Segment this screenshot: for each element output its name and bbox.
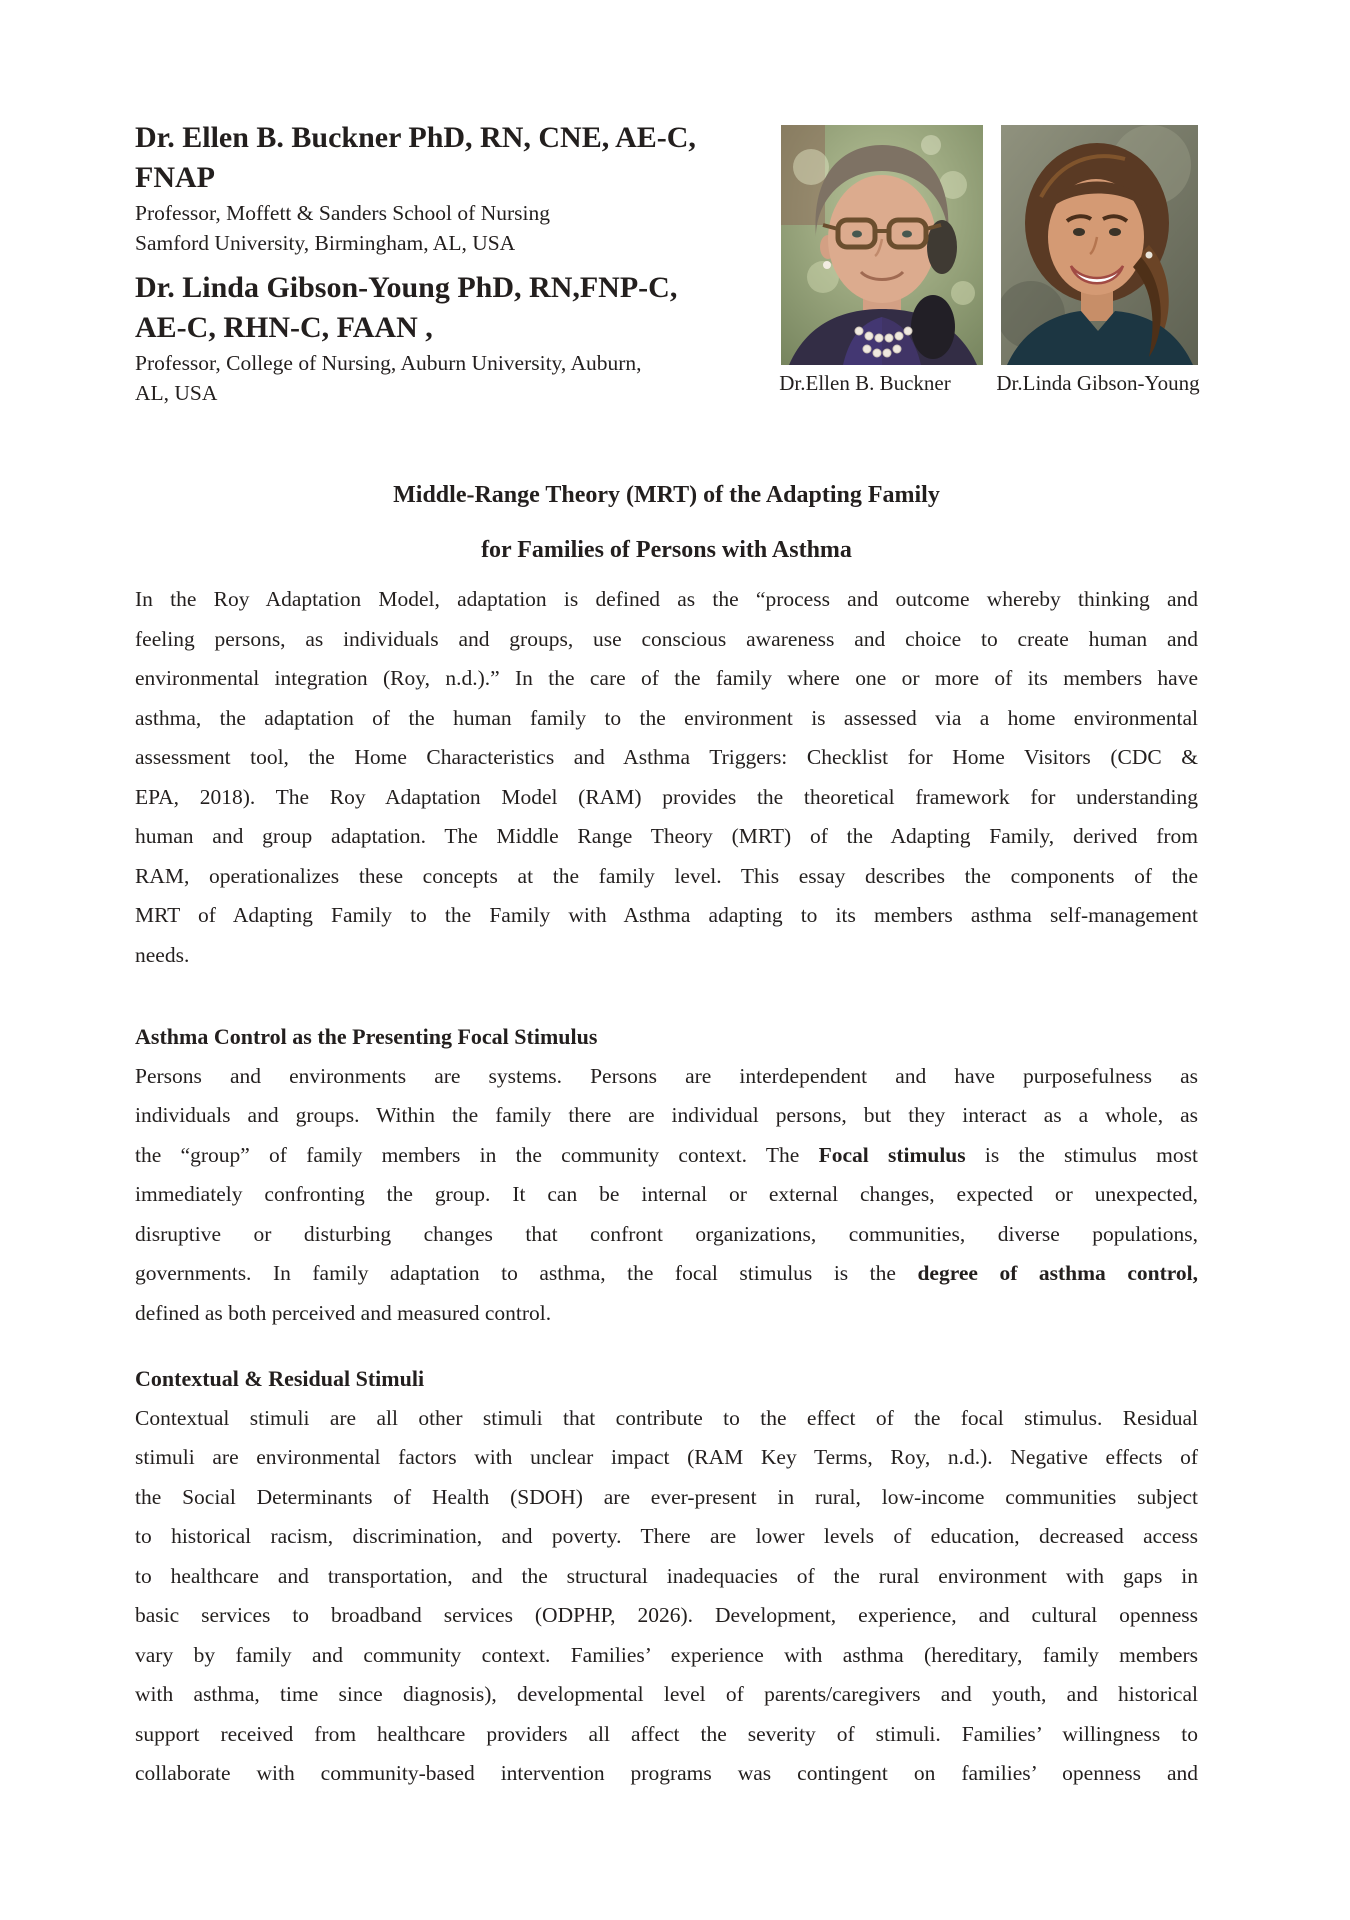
author-linda <box>135 268 795 408</box>
section-focal-stimulus <box>135 1017 1198 1333</box>
text-line: basic services to broadband services (ODPHP, 2026). Development, experience, and cultural openness <box>135 1603 1198 1627</box>
text-line: collaborate with community-based intervention programs was contingent on families’ openness and <box>135 1761 1198 1785</box>
text-line: vary by family and community context. Families’ experience with asthma (hereditary, family members <box>135 1642 1198 1667</box>
text-line: human and group adaptation. The Middle Range Theory (MRT) of the Adapting Family, derived from <box>135 824 1198 848</box>
section-introduction <box>135 580 1198 975</box>
text-line: assessment tool, the Home Characteristics and Asthma Triggers: Checklist for Home Visitors (CDC & <box>135 745 1198 769</box>
photo-caption: Dr.Linda Gibson-Young <box>996 371 1200 395</box>
text-line: Professor, College of Nursing, Auburn University, Auburn, <box>135 351 642 375</box>
section-heading: Contextual & Residual Stimuli <box>135 1366 425 1391</box>
author-affiliation <box>135 348 795 408</box>
paragraph-focal-stimulus <box>135 1057 1198 1334</box>
text-line: needs. <box>135 942 190 967</box>
text-line: defined as both perceived and measured control. <box>135 1300 552 1325</box>
text-line: Persons and environments are systems. Persons are interdependent and have purposefulness as <box>135 1063 1198 1088</box>
text-line: asthma, the adaptation of the human family to the environment is assessed via a home environmental <box>135 705 1198 730</box>
text-line: stimuli are environmental factors with unclear impact (RAM Key Terms, Roy, n.d.). Negative effects of <box>135 1445 1198 1469</box>
paragraph-contextual-stimuli <box>135 1399 1198 1794</box>
text-line: to healthcare and transportation, and the structural inadequacies of the rural environment with gaps in <box>135 1563 1198 1588</box>
text-line: FNAP <box>135 161 215 194</box>
text-line: EPA, 2018). The Roy Adaptation Model (RAM) provides the theoretical framework for understanding <box>135 784 1198 809</box>
text-line: AE-C, RHN-C, FAAN , <box>135 311 433 344</box>
text-line: support received from healthcare providers all affect the severity of stimuli. Families’ willingness to <box>135 1721 1198 1746</box>
portrait-illustration <box>1001 125 1198 365</box>
author-name <box>135 118 795 198</box>
text-line: environmental integration (Roy, n.d.).” In the care of the family where one or more of its members have <box>135 666 1198 690</box>
photo-caption: Dr.Ellen B. Buckner <box>779 371 951 395</box>
text-line: Samford University, Birmingham, AL, USA <box>135 231 516 255</box>
text-line: the “group” of family members in the community context. The Focal stimulus is the stimulus most <box>135 1142 1198 1167</box>
section-heading: Asthma Control as the Presenting Focal Stimulus <box>135 1024 598 1049</box>
author-block <box>135 118 795 408</box>
text-line: with asthma, time since diagnosis), developmental level of parents/caregivers and youth, and historical <box>135 1682 1198 1706</box>
document-title <box>135 468 1198 578</box>
text-line: immediately confronting the group. It can be internal or external changes, expected or unexpected, <box>135 1182 1198 1206</box>
text-line: MRT of Adapting Family to the Family with Asthma adapting to its members asthma self-management <box>135 903 1198 927</box>
text-line: Professor, Moffett & Sanders School of Nursing <box>135 201 550 225</box>
text-line: RAM, operationalizes these concepts at the family level. This essay describes the components of the <box>135 863 1198 888</box>
author-affiliation <box>135 198 795 258</box>
text-line: the Social Determinants of Health (SDOH) are ever-present in rural, low-income communities subject <box>135 1484 1198 1509</box>
text-line: to historical racism, discrimination, and poverty. There are lower levels of education, decreased access <box>135 1524 1198 1548</box>
text-line: In the Roy Adaptation Model, adaptation is defined as the “process and outcome whereby thinking and <box>135 587 1198 611</box>
author-ellen <box>135 118 795 258</box>
author-photo-ellen <box>781 125 983 365</box>
text-line: feeling persons, as individuals and groups, use conscious awareness and choice to create human and <box>135 626 1198 651</box>
text-line: disruptive or disturbing changes that confront organizations, communities, diverse populations, <box>135 1221 1198 1246</box>
text-line: Middle-Range Theory (MRT) of the Adapting Family <box>393 482 940 508</box>
author-photo-linda <box>1001 125 1198 365</box>
text-line: Dr. Ellen B. Buckner PhD, RN, CNE, AE-C, <box>135 121 696 154</box>
author-name <box>135 268 795 348</box>
text-line: Contextual stimuli are all other stimuli that contribute to the effect of the focal stimulus. Residual <box>135 1405 1198 1430</box>
section-contextual-residual-stimuli <box>135 1359 1198 1794</box>
text-line: for Families of Persons with Asthma <box>481 537 852 563</box>
text-line: AL, USA <box>135 381 218 405</box>
portrait-illustration <box>781 125 983 365</box>
text-line: governments. In family adaptation to asthma, the focal stimulus is the degree of asthma control, <box>135 1261 1198 1285</box>
text-line: individuals and groups. Within the family there are individual persons, but they interact as a whole, as <box>135 1103 1198 1127</box>
text-line: Dr. Linda Gibson-Young PhD, RN,FNP-C, <box>135 271 678 304</box>
paragraph-intro <box>135 580 1198 975</box>
